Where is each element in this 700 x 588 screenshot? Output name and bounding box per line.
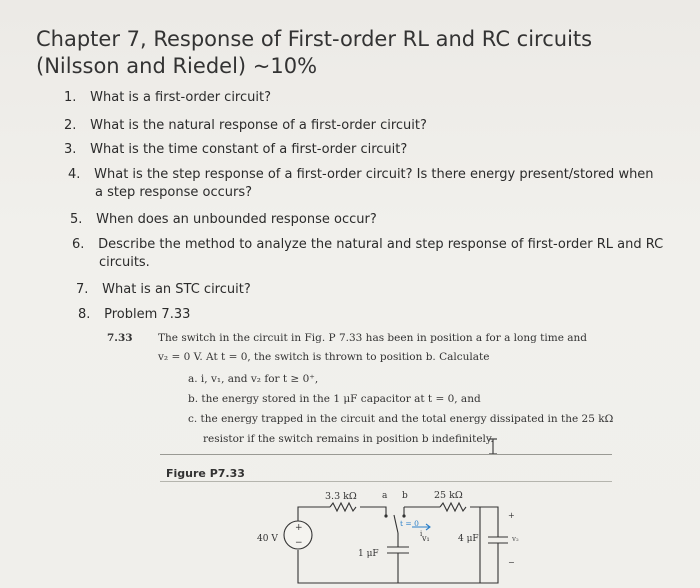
question-number: 2. <box>64 118 77 133</box>
question-2 <box>64 117 427 135</box>
node-b-dot <box>402 514 405 517</box>
v2-minus-label: − <box>508 558 515 567</box>
node-a-label: a <box>382 491 388 501</box>
node-b-label: b <box>402 491 408 501</box>
problem-number: 7.33 <box>107 332 133 344</box>
question-number: 4. <box>68 167 81 182</box>
wire <box>298 507 330 521</box>
question-text-continued: a step response occurs? <box>95 185 253 200</box>
v1-label: v₁ <box>422 534 430 543</box>
wire <box>298 507 480 583</box>
problem-part-c: c. the energy trapped in the circuit and the total energy dissipated in the 25 kΩ <box>188 413 614 425</box>
wire <box>480 543 498 583</box>
wire <box>470 507 498 537</box>
page-title: Chapter 7, Response of First-order RL and RC circuits (Nilsson and Riedel) ~10% <box>36 27 593 78</box>
question-number: 1. <box>64 90 77 105</box>
v2-plus-label: + <box>508 511 515 520</box>
problem-part-b: b. the energy stored in the 1 μF capacitor at t = 0, and <box>188 393 481 405</box>
divider <box>160 454 612 455</box>
question-text: What is an STC circuit? <box>102 282 251 297</box>
resistor-25k-label: 25 kΩ <box>434 490 463 501</box>
question-text: What is the natural response of a first-order circuit? <box>90 118 427 133</box>
switch-time-label: t = 0 <box>400 519 419 528</box>
question-number: 5. <box>70 212 83 227</box>
source-plus-label: + <box>295 523 303 533</box>
question-number: 3. <box>64 142 77 157</box>
resistor-3k3-label: 3.3 kΩ <box>325 491 357 502</box>
figure-label: Figure P7.33 <box>166 467 245 480</box>
source-label: 40 V <box>257 534 278 544</box>
question-1 <box>64 89 271 107</box>
question-text: What is a first-order circuit? <box>90 90 271 105</box>
question-text: Describe the method to analyze the natural and step response of first-order RL and RC <box>98 237 664 252</box>
source-minus-label: − <box>295 538 303 548</box>
question-text: When does an unbounded response occur? <box>96 212 377 227</box>
question-text: What is the step response of a first-order circuit? Is there energy present/stored when <box>94 167 654 182</box>
divider <box>160 481 612 482</box>
question-number: 6. <box>72 237 85 252</box>
question-6 <box>72 236 663 272</box>
question-4 <box>68 166 654 202</box>
resistor-25k <box>440 503 466 511</box>
question-3 <box>64 141 407 159</box>
question-text-continued: circuits. <box>99 255 150 270</box>
node-a-dot <box>384 514 387 517</box>
cap2-label: 4 μF <box>458 534 479 544</box>
switch-blade <box>394 515 398 533</box>
wire <box>360 507 386 515</box>
problem-line-1: The switch in the circuit in Fig. P 7.33 has been in position a for a long time and <box>158 332 588 344</box>
problem-part-c-continued: resistor if the switch remains in position b indefinitely. <box>203 433 494 445</box>
resistor-3k3 <box>330 503 356 511</box>
question-8 <box>78 306 190 324</box>
question-number: 7. <box>76 282 89 297</box>
problem-part-a: a. i, v₁, and v₂ for t ≥ 0⁺, <box>188 373 319 385</box>
question-5 <box>70 211 377 229</box>
question-text: What is the time constant of a first-order circuit? <box>90 142 408 157</box>
current-label: i <box>420 530 423 538</box>
question-text: Problem 7.33 <box>104 307 191 322</box>
question-7 <box>76 281 251 299</box>
cap1-label: 1 μF <box>358 549 379 559</box>
circuit-diagram <box>240 485 540 588</box>
question-number: 8. <box>78 307 91 322</box>
problem-line-2: v₂ = 0 V. At t = 0, the switch is thrown to position b. Calculate <box>158 351 490 363</box>
v2-label: v₂ <box>512 535 519 543</box>
